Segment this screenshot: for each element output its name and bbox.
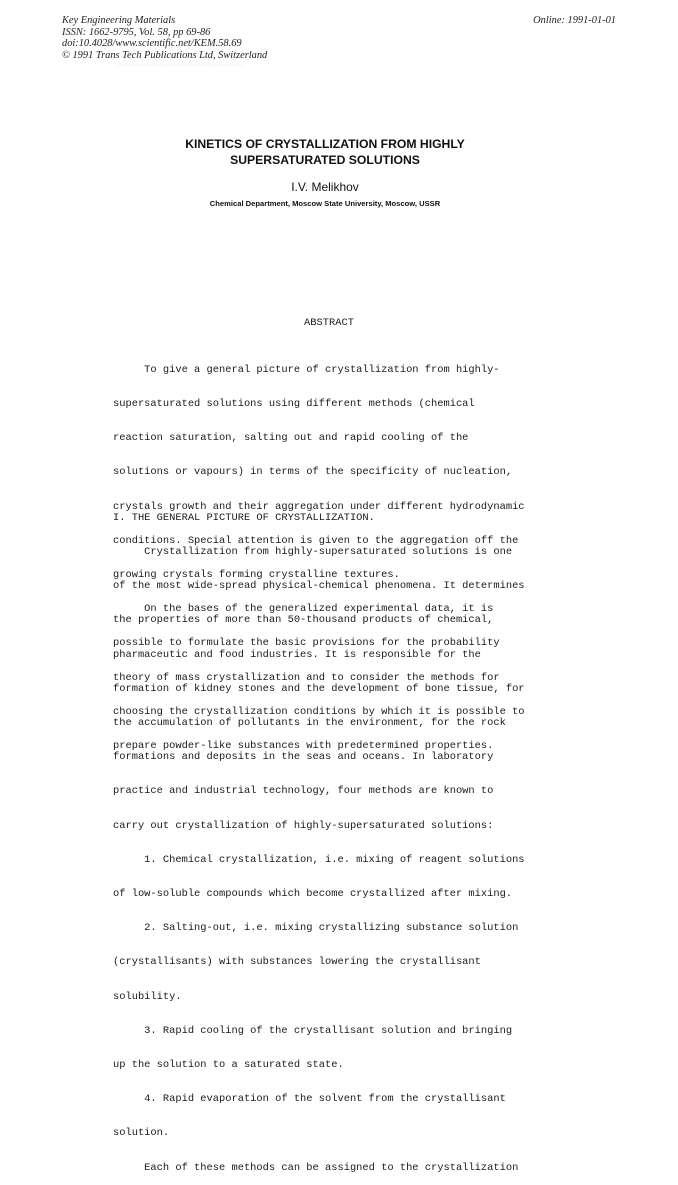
issn-line: ISSN: 1662-9795, Vol. 58, pp 69-86 [62,26,211,38]
copyright-line: © 1991 Trans Tech Publications Ltd, Switzerland [62,49,268,61]
section-line: 2. Salting-out, i.e. mixing crystallizing substance solution [113,922,519,935]
abstract-line: crystals growth and their aggregation under different hydrodynamic [113,500,525,513]
section-line: formations and deposits in the seas and oceans. In laboratory [113,751,494,764]
abstract-line: choosing the crystallization conditions by which it is possible to [113,705,525,718]
abstract-line: possible to formulate the basic provisions for the probability [113,637,500,650]
abstract-line: On the bases of the generalized experimental data, it is [113,603,494,616]
faint-download-stamp: : : : : : : : : : : : : : : : : : : : : : : : : : : : : : : : : : : : : : : : : : : : : : [118,63,244,67]
abstract-line: conditions. Special attention is given to the aggregation off the [113,534,519,547]
section-line: 4. Rapid evaporation of the solvent from the crystallisant [113,1093,506,1106]
doi-link[interactable]: doi:10.4028/www.scientific.net/KEM.58.69 [62,38,242,50]
section-line: practice and industrial technology, four methods are known to [113,785,494,798]
abstract-heading: ABSTRACT [304,317,354,329]
section-line: formation of kidney stones and the development of bone tissue, for [113,682,525,695]
online-date: Online: 1991-01-01 [533,15,616,26]
title-line-1: KINETICS OF CRYSTALLIZATION FROM HIGHLY [185,137,465,151]
abstract-line: solutions or vapours) in terms of the specificity of nucleation, [113,466,513,479]
section-line: Crystallization from highly-supersaturated solutions is one [113,546,513,559]
section-line: solution. [113,1127,170,1140]
abstract-line: growing crystals forming crystalline textures. [113,569,400,582]
section-line: 1. Chemical crystallization, i.e. mixing of reagent solutions [113,853,525,866]
abstract-line: reaction saturation, salting out and rapid cooling of the [113,432,469,445]
section-line: the accumulation of pollutants in the environment, for the rock [113,717,506,730]
section-line: of the most wide-spread physical-chemical phenomena. It determines [113,580,525,593]
section-line: up the solution to a saturated state. [113,1059,344,1072]
section-line: Each of these methods can be assigned to the crystallization [113,1161,519,1174]
section-line: carry out crystallization of highly-supersaturated solutions: [113,819,494,832]
abstract-line: theory of mass crystallization and to consider the methods for [113,671,500,684]
section-line: of low-soluble compounds which become crystallized after mixing. [113,888,513,901]
citation-header [62,15,267,61]
section-line: solubility. [113,990,182,1003]
section-heading: I. THE GENERAL PICTURE OF CRYSTALLIZATION. [113,511,375,524]
author-affiliation: Chemical Department, Moscow State University, Moscow, USSR [209,199,441,208]
abstract-line: To give a general picture of crystallization from highly- [113,363,500,376]
journal-name: Key Engineering Materials [62,15,176,26]
section-line: 3. Rapid cooling of the crystallisant solution and bringing [113,1024,513,1037]
paper-title [100,137,550,168]
title-line-2: SUPERSATURATED SOLUTIONS [230,152,420,167]
abstract-line: prepare powder-like substances with predetermined properties. [113,740,494,753]
section-line: (crystallisants) with substances lowering the crystallisant [113,956,481,969]
section-line: pharmaceutic and food industries. It is responsible for the [113,648,481,661]
abstract-line: supersaturated solutions using different methods (chemical [113,398,475,411]
section-line: the properties of more than 50-thousand products of chemical, [113,614,494,627]
author-name: I.V. Melikhov [291,180,359,194]
section-1 [113,490,525,1185]
